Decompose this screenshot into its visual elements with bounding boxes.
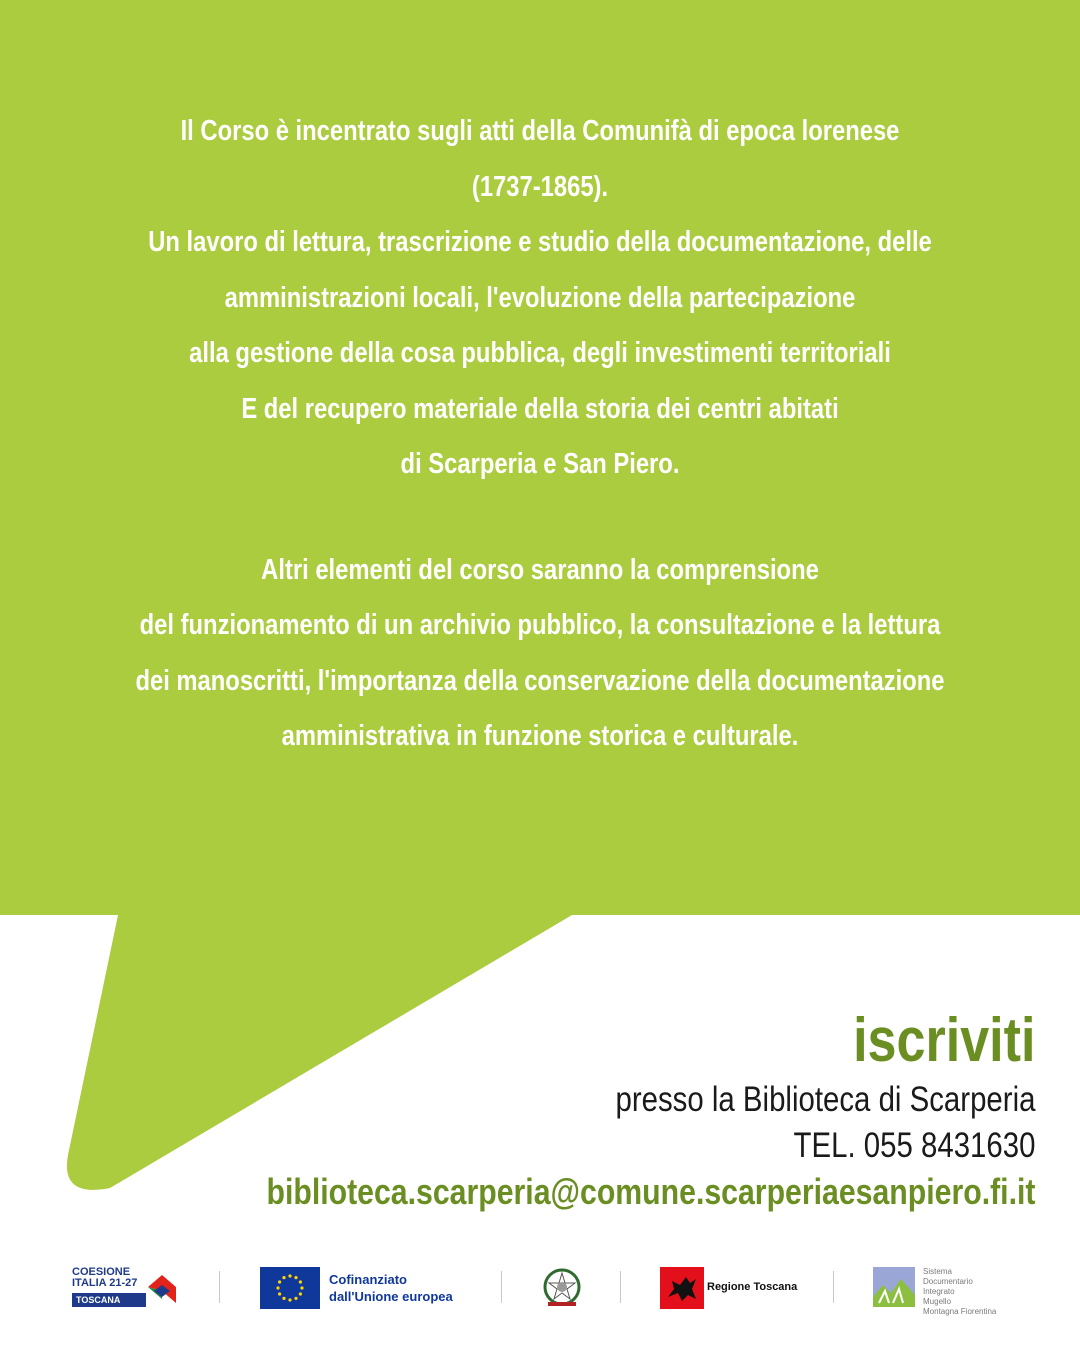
email-link[interactable]: biblioteca.scarperia@comune.scarperiaesanpiero.fi.it	[266, 1171, 1035, 1212]
regione-toscana-label: Regione Toscana	[707, 1281, 798, 1293]
sdi-line: Sistema	[923, 1267, 952, 1276]
signup-heading: iscriviti	[852, 1006, 1035, 1075]
eu-logo-line1: Cofinanziato	[329, 1272, 407, 1287]
coesione-logo-subtext: ITALIA 21-27	[72, 1277, 138, 1289]
description-line: amministrativa in funzione storica e culturale.	[281, 720, 799, 752]
logo-divider	[620, 1271, 621, 1303]
paragraph-gap	[97, 493, 983, 543]
eu-flag-icon	[260, 1267, 320, 1309]
coesione-logo-text: COESIONE	[72, 1266, 131, 1278]
description-line: Il Corso è incentrato sugli atti della Comunifà di epoca lorenese	[180, 115, 900, 147]
description-line: amministrazioni locali, l'evoluzione della partecipazione	[224, 281, 856, 314]
sdi-mugello-logo	[873, 1255, 1023, 1325]
signup-location: presso la Biblioteca di Scarperia	[615, 1080, 1035, 1119]
description-line: di Scarperia e San Piero.	[400, 448, 680, 480]
contact-block	[266, 1005, 1035, 1215]
description-line: Un lavoro di lettura, trascrizione e studio della documentazione, delle	[148, 226, 932, 258]
sponsor-logos	[0, 1255, 1080, 1325]
italian-republic-emblem	[542, 1255, 582, 1325]
coesione-logo-icon	[144, 1269, 180, 1305]
logo-divider	[219, 1271, 220, 1303]
description-line: Altri elementi del corso saranno la comprensione	[261, 553, 819, 586]
sdi-line: Montagna Fiorentina	[923, 1307, 997, 1316]
coesione-italia-logo	[70, 1255, 190, 1325]
phone-number[interactable]: TEL. 055 8431630	[793, 1126, 1035, 1165]
logo-divider	[833, 1271, 834, 1303]
description-line: dei manoscritti, l'importanza della conservazione della documentazione	[135, 664, 945, 697]
sdi-mugello-logo-icon	[873, 1267, 915, 1307]
sdi-line: Mugello	[923, 1297, 952, 1306]
description-line: alla gestione della cosa pubblica, degli investimenti territoriali	[189, 337, 891, 369]
description-line: E del recupero materiale della storia dei centri abitati	[241, 392, 839, 425]
description-line: (1737-1865).	[471, 170, 609, 203]
eu-cofunding-logo	[260, 1255, 480, 1325]
eu-logo-line2: dall'Unione europea	[329, 1289, 453, 1304]
course-description	[97, 104, 983, 765]
sdi-line: Integrato	[923, 1287, 955, 1296]
regione-toscana-logo	[660, 1255, 810, 1325]
description-line: del funzionamento di un archivio pubblico, la consultazione e la lettura	[139, 609, 941, 641]
italian-republic-emblem-icon	[542, 1267, 582, 1309]
coesione-logo-band: TOSCANA	[72, 1293, 146, 1307]
logo-divider	[501, 1271, 502, 1303]
pegasus-icon	[660, 1267, 704, 1309]
sdi-line: Documentario	[923, 1277, 973, 1286]
